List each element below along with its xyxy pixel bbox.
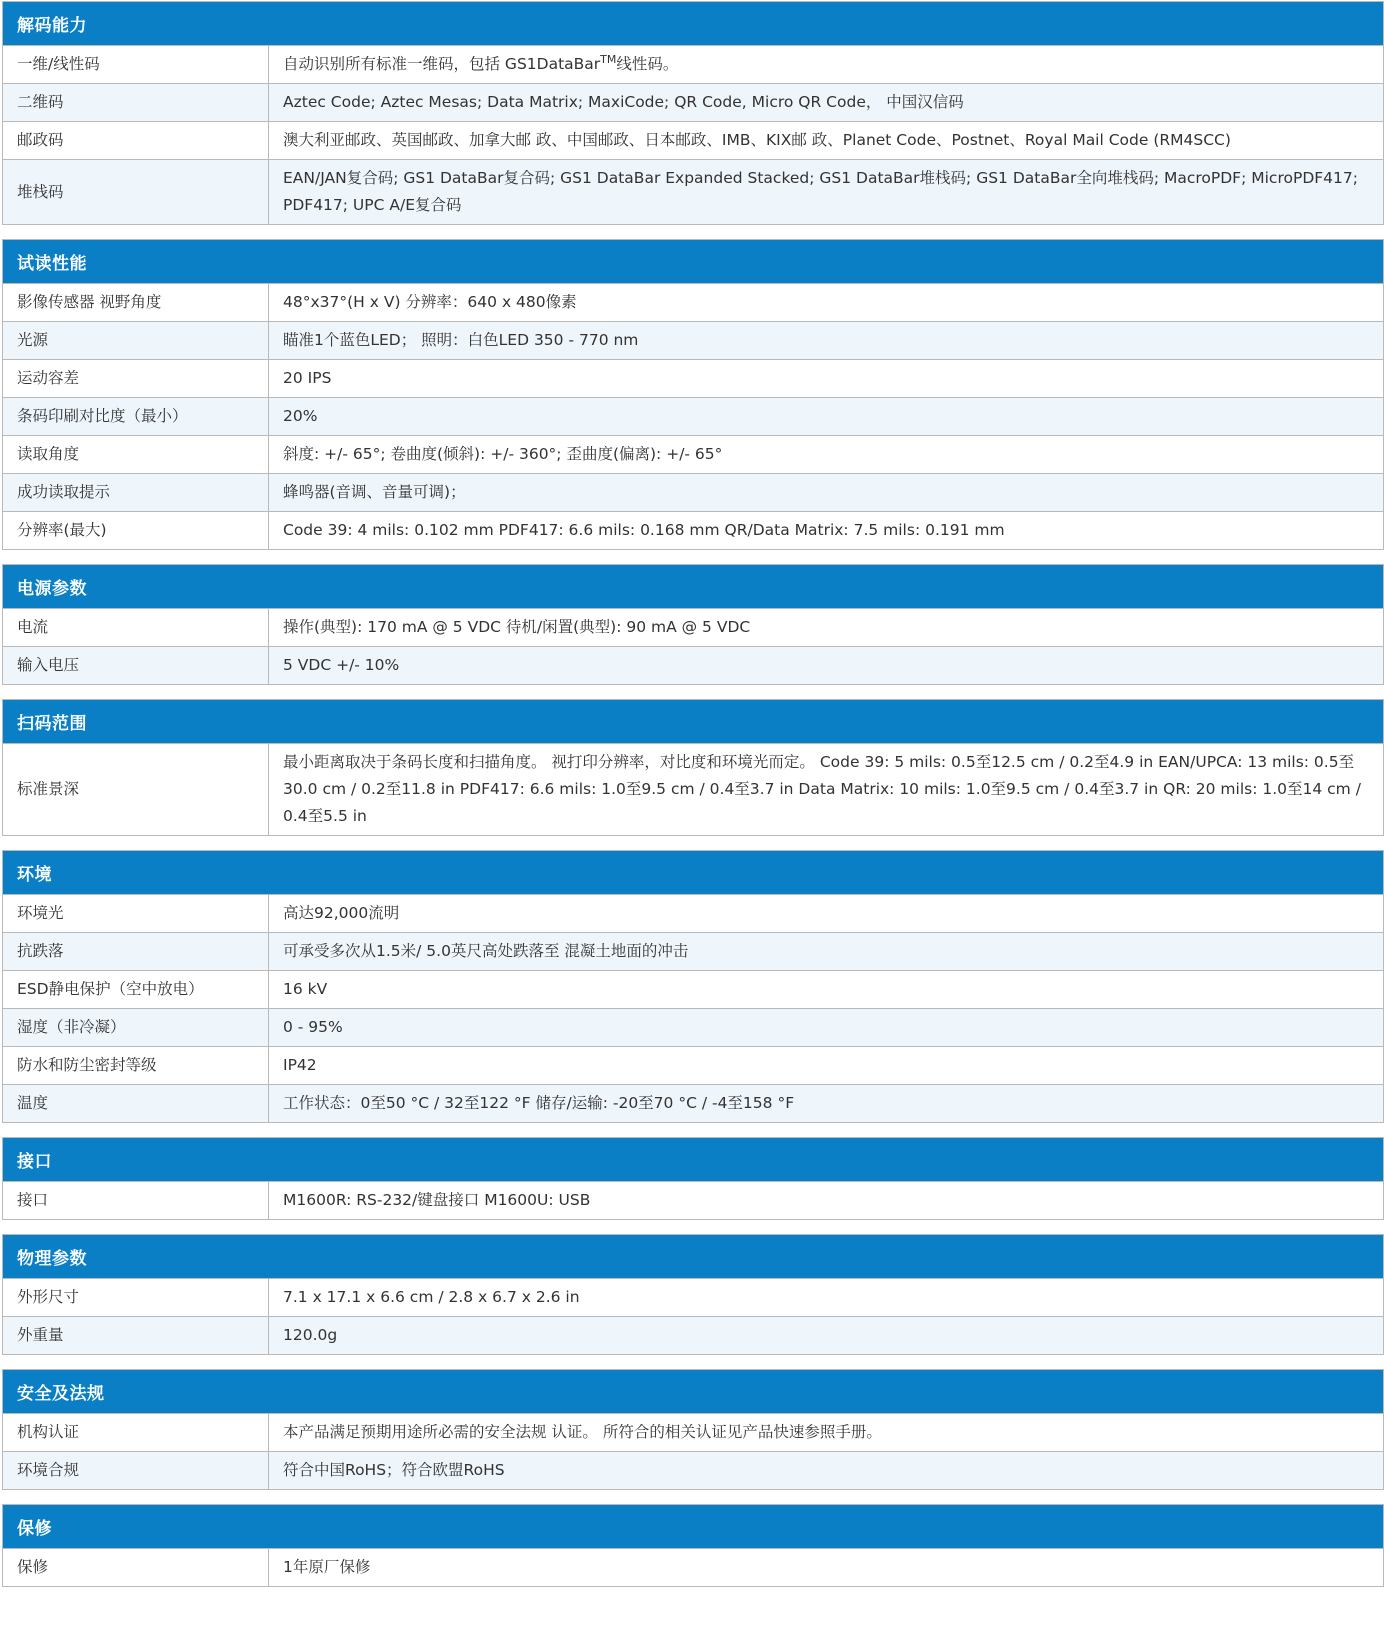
spec-value: 蜂鸣器(音调、音量可调)； — [269, 474, 1384, 512]
spec-section — [2, 699, 1384, 836]
spec-row — [3, 1279, 1384, 1317]
spec-row — [3, 971, 1384, 1009]
spec-value: 操作(典型): 170 mA @ 5 VDC 待机/闲置(典型): 90 mA @ 5 VDC — [269, 609, 1384, 647]
spec-label: ESD静电保护（空中放电） — [3, 971, 269, 1009]
spec-value: 0 - 95% — [269, 1009, 1384, 1047]
spec-value: 澳大利亚邮政、英国邮政、加拿大邮 政、中国邮政、日本邮政、IMB、KIX邮 政、Planet Code、Postnet、Royal Mail Code (RM4SCC) — [269, 122, 1384, 160]
section-title: 保修 — [3, 1505, 1384, 1549]
spec-label: 标准景深 — [3, 744, 269, 836]
spec-value-text: 自动识别所有标准一维码，包括 GS1DataBar — [283, 55, 601, 73]
spec-label: 保修 — [3, 1549, 269, 1587]
spec-label: 读取角度 — [3, 436, 269, 474]
spec-label: 电流 — [3, 609, 269, 647]
spec-label: 温度 — [3, 1085, 269, 1123]
spec-section — [2, 1137, 1384, 1220]
spec-value: Aztec Code; Aztec Mesas; Data Matrix; MaxiCode; QR Code, Micro QR Code， 中国汉信码 — [269, 84, 1384, 122]
spec-value: 斜度: +/- 65°; 卷曲度(倾斜): +/- 360°; 歪曲度(偏离): +/- 65° — [269, 436, 1384, 474]
spec-row — [3, 1549, 1384, 1587]
spec-label: 环境合规 — [3, 1452, 269, 1490]
spec-row — [3, 1009, 1384, 1047]
spec-label: 抗跌落 — [3, 933, 269, 971]
spec-value: M1600R: RS-232/键盘接口 M1600U: USB — [269, 1182, 1384, 1220]
spec-label: 分辨率(最大) — [3, 512, 269, 550]
spec-label: 邮政码 — [3, 122, 269, 160]
spec-value: 5 VDC +/- 10% — [269, 647, 1384, 685]
spec-value: EAN/JAN复合码; GS1 DataBar复合码; GS1 DataBar Expanded Stacked; GS1 DataBar堆栈码; GS1 DataBar全向堆栈码; MacroPDF; MicroPDF417; PDF417; UPC A/E复合码 — [269, 160, 1384, 225]
spec-row — [3, 436, 1384, 474]
spec-section — [2, 564, 1384, 685]
spec-row — [3, 284, 1384, 322]
spec-section — [2, 850, 1384, 1123]
spec-row — [3, 46, 1384, 84]
spec-label: 机构认证 — [3, 1414, 269, 1452]
spec-section — [2, 1234, 1384, 1355]
spec-row — [3, 1085, 1384, 1123]
spec-value: Code 39: 4 mils: 0.102 mm PDF417: 6.6 mils: 0.168 mm QR/Data Matrix: 7.5 mils: 0.191 mm — [269, 512, 1384, 550]
spec-row — [3, 322, 1384, 360]
spec-row — [3, 398, 1384, 436]
spec-label: 影像传感器 视野角度 — [3, 284, 269, 322]
spec-value: 16 kV — [269, 971, 1384, 1009]
spec-section — [2, 1504, 1384, 1587]
spec-label: 防水和防尘密封等级 — [3, 1047, 269, 1085]
spec-row — [3, 360, 1384, 398]
spec-label: 一维/线性码 — [3, 46, 269, 84]
section-title: 环境 — [3, 851, 1384, 895]
spec-row — [3, 84, 1384, 122]
spec-value: 120.0g — [269, 1317, 1384, 1355]
spec-row — [3, 122, 1384, 160]
section-title: 安全及法规 — [3, 1370, 1384, 1414]
spec-row — [3, 1414, 1384, 1452]
spec-value-text: 线性码。 — [616, 55, 679, 73]
spec-value: 可承受多次从1.5米/ 5.0英尺高处跌落至 混凝土地面的冲击 — [269, 933, 1384, 971]
section-title: 解码能力 — [3, 2, 1384, 46]
section-title: 物理参数 — [3, 1235, 1384, 1279]
spec-section — [2, 1, 1384, 225]
spec-row — [3, 474, 1384, 512]
spec-label: 外形尺寸 — [3, 1279, 269, 1317]
spec-row — [3, 512, 1384, 550]
spec-value: 1年原厂保修 — [269, 1549, 1384, 1587]
spec-row — [3, 609, 1384, 647]
spec-value: 本产品满足预期用途所必需的安全法规 认证。 所符合的相关认证见产品快速参照手册。 — [269, 1414, 1384, 1452]
spec-label: 湿度（非冷凝） — [3, 1009, 269, 1047]
spec-row — [3, 744, 1384, 836]
spec-row — [3, 160, 1384, 225]
spec-value: 最小距离取决于条码长度和扫描角度。 视打印分辨率，对比度和环境光而定。 Code 39: 5 mils: 0.5至12.5 cm / 0.2至4.9 in EAN/UPCA: 13 mils: 0.5至30.0 cm / 0.2至11.8 in PDF417: 6.6 mils: 1.0至9.5 cm / 0.4至3.7 in Data Matrix: 10 mils: 1.0至9.5 cm / 0.4至3.7 in QR: 20 mils: 1.0至14 cm / 0.4至5.5 in — [269, 744, 1384, 836]
spec-label: 堆栈码 — [3, 160, 269, 225]
spec-row — [3, 1452, 1384, 1490]
spec-row — [3, 647, 1384, 685]
spec-label: 接口 — [3, 1182, 269, 1220]
spec-label: 条码印刷对比度（最小） — [3, 398, 269, 436]
spec-row — [3, 1182, 1384, 1220]
spec-section — [2, 239, 1384, 550]
spec-value: 瞄准1个蓝色LED； 照明：白色LED 350 - 770 nm — [269, 322, 1384, 360]
spec-value: 48°x37°(H x V) 分辨率：640 x 480像素 — [269, 284, 1384, 322]
spec-value: 20 IPS — [269, 360, 1384, 398]
spec-label: 运动容差 — [3, 360, 269, 398]
spec-value — [269, 46, 1384, 84]
section-title: 扫码范围 — [3, 700, 1384, 744]
section-title: 电源参数 — [3, 565, 1384, 609]
spec-value: 20% — [269, 398, 1384, 436]
spec-label: 光源 — [3, 322, 269, 360]
section-title: 接口 — [3, 1138, 1384, 1182]
spec-label: 环境光 — [3, 895, 269, 933]
spec-section — [2, 1369, 1384, 1490]
spec-label: 二维码 — [3, 84, 269, 122]
spec-row — [3, 895, 1384, 933]
spec-row — [3, 1317, 1384, 1355]
spec-value: 高达92,000流明 — [269, 895, 1384, 933]
section-title: 试读性能 — [3, 240, 1384, 284]
trademark-superscript: TM — [600, 52, 617, 66]
spec-label: 成功读取提示 — [3, 474, 269, 512]
spec-value: 7.1 x 17.1 x 6.6 cm / 2.8 x 6.7 x 2.6 in — [269, 1279, 1384, 1317]
spec-label: 输入电压 — [3, 647, 269, 685]
spec-value: IP42 — [269, 1047, 1384, 1085]
spec-value: 工作状态：0至50 °C / 32至122 °F 储存/运输: -20至70 °C / -4至158 °F — [269, 1085, 1384, 1123]
spec-label: 外重量 — [3, 1317, 269, 1355]
spec-value: 符合中国RoHS；符合欧盟RoHS — [269, 1452, 1384, 1490]
spec-row — [3, 933, 1384, 971]
spec-row — [3, 1047, 1384, 1085]
